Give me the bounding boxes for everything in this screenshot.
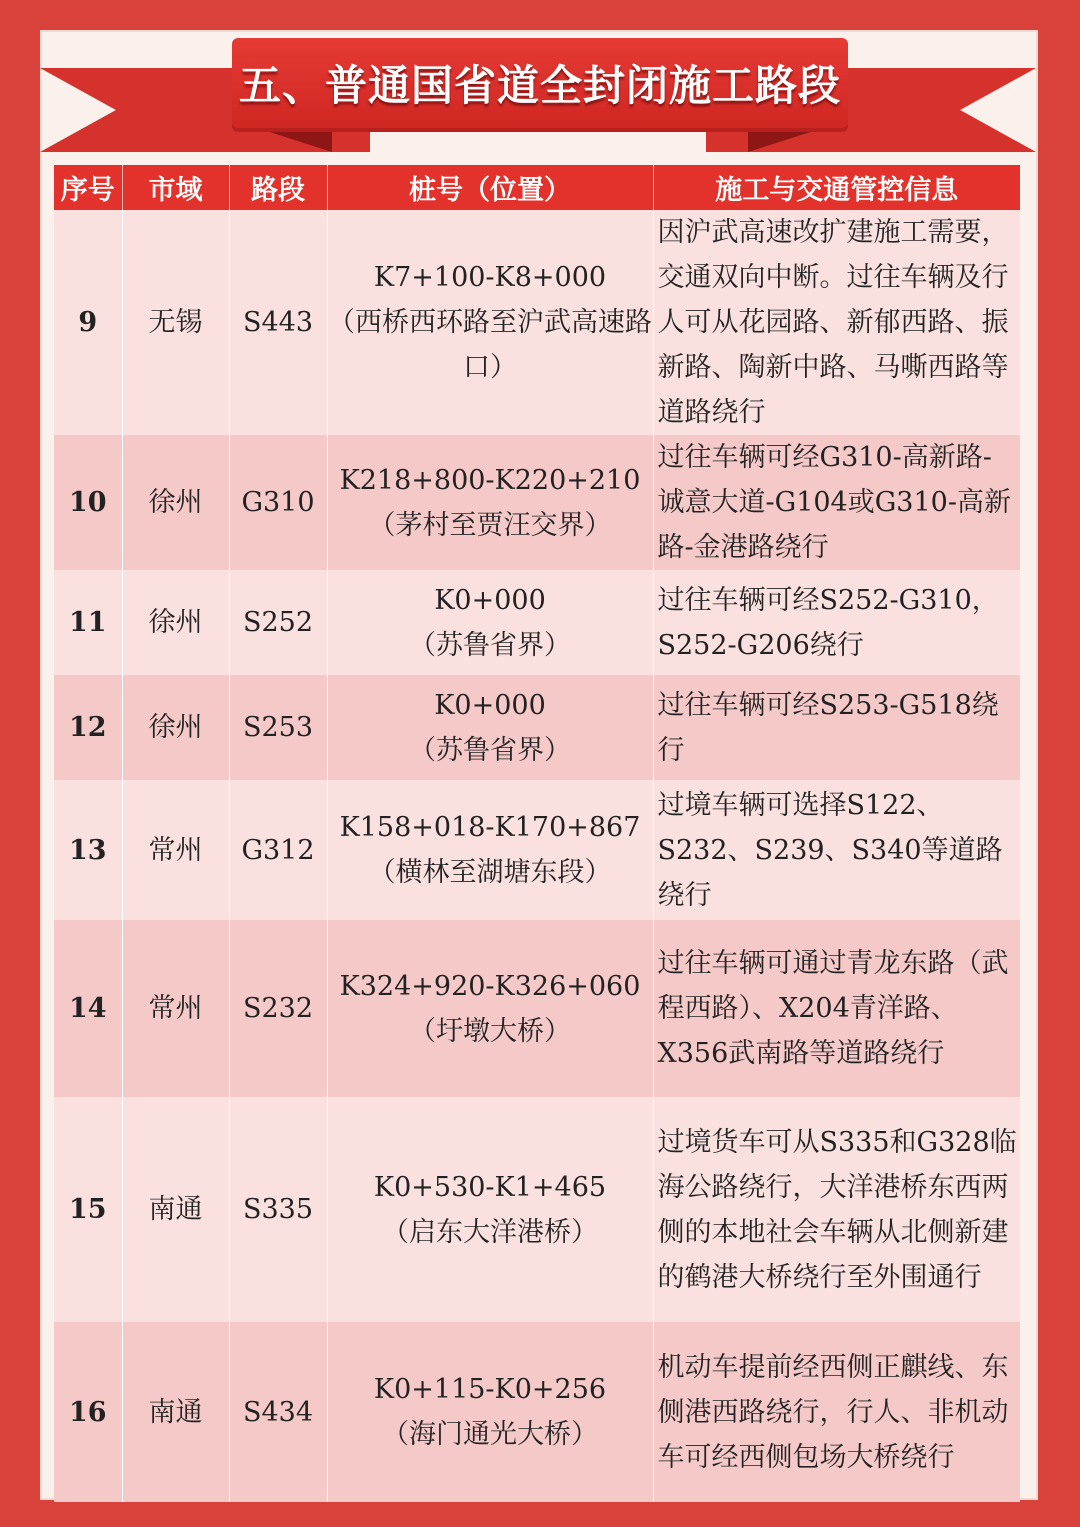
row-city: 无锡 bbox=[122, 210, 229, 435]
row-stake-cell bbox=[327, 1097, 653, 1322]
row-road: S443 bbox=[229, 210, 327, 435]
row-location: （茅村至贾汪交界） bbox=[368, 509, 612, 541]
row-seq: 14 bbox=[54, 920, 122, 1097]
table-row bbox=[54, 780, 1020, 920]
row-info: 机动车提前经西侧正麒线、东侧港西路绕行，行人、非机动车可经西侧包场大桥绕行 bbox=[653, 1322, 1020, 1502]
table-row bbox=[54, 435, 1020, 570]
row-location: （启东大洋港桥） bbox=[382, 1216, 598, 1248]
table-row bbox=[54, 920, 1020, 1097]
row-city: 常州 bbox=[122, 780, 229, 920]
row-road: G312 bbox=[229, 780, 327, 920]
row-location: （苏鲁省界） bbox=[409, 734, 571, 766]
row-stake: K0+000 bbox=[434, 689, 546, 721]
row-city: 徐州 bbox=[122, 570, 229, 675]
row-stake-cell bbox=[327, 920, 653, 1097]
row-stake: K0+530-K1+465 bbox=[373, 1171, 607, 1203]
row-location: （西桥西环路至沪武高速路口） bbox=[328, 307, 652, 383]
row-stake-cell bbox=[327, 780, 653, 920]
row-info: 过往车辆可经S253-G518绕行 bbox=[653, 675, 1020, 780]
table-row bbox=[54, 570, 1020, 675]
row-road: S434 bbox=[229, 1322, 327, 1502]
row-road: S232 bbox=[229, 920, 327, 1097]
row-stake-cell bbox=[327, 435, 653, 570]
row-seq: 16 bbox=[54, 1322, 122, 1502]
row-road: S252 bbox=[229, 570, 327, 675]
row-seq: 13 bbox=[54, 780, 122, 920]
row-road: S335 bbox=[229, 1097, 327, 1322]
row-seq: 12 bbox=[54, 675, 122, 780]
row-info: 过往车辆可经G310-高新路-诚意大道-G104或G310-高新路-金港路绕行 bbox=[653, 435, 1020, 570]
header-info: 施工与交通管控信息 bbox=[653, 165, 1020, 210]
header-seq: 序号 bbox=[54, 165, 122, 210]
row-info: 因沪武高速改扩建施工需要，交通双向中断。过往车辆及行人可从花园路、新郁西路、振新路、陶新中路、马嘶西路等道路绕行 bbox=[653, 210, 1020, 435]
row-info: 过境车辆可选择S122、S232、S239、S340等道路绕行 bbox=[653, 780, 1020, 920]
table-row bbox=[54, 1097, 1020, 1322]
header-road: 路段 bbox=[229, 165, 327, 210]
table-row bbox=[54, 210, 1020, 435]
row-city: 常州 bbox=[122, 920, 229, 1097]
row-stake-cell bbox=[327, 675, 653, 780]
page-title: 五、普通国省道全封闭施工路段 bbox=[238, 61, 841, 110]
row-location: （苏鲁省界） bbox=[409, 629, 571, 661]
row-seq: 9 bbox=[54, 210, 122, 435]
row-seq: 10 bbox=[54, 435, 122, 570]
row-stake: K324+920-K326+060 bbox=[339, 970, 641, 1002]
row-info: 过往车辆可通过青龙东路（武程西路）、X204青洋路、X356武南路等道路绕行 bbox=[653, 920, 1020, 1097]
row-stake: K218+800-K220+210 bbox=[339, 464, 641, 496]
row-city: 徐州 bbox=[122, 675, 229, 780]
row-stake: K0+000 bbox=[434, 584, 546, 616]
row-stake: K7+100-K8+000 bbox=[373, 262, 607, 293]
header-stake: 桩号（位置） bbox=[327, 165, 653, 210]
row-stake-cell bbox=[327, 570, 653, 675]
row-stake-cell bbox=[327, 1322, 653, 1502]
table-row bbox=[54, 1322, 1020, 1502]
row-location: （圩墩大桥） bbox=[409, 1015, 571, 1047]
header-city: 市域 bbox=[122, 165, 229, 210]
row-location: （横林至湖塘东段） bbox=[368, 857, 612, 888]
row-stake: K158+018-K170+867 bbox=[339, 812, 641, 843]
row-stake: K0+115-K0+256 bbox=[373, 1374, 607, 1405]
row-city: 南通 bbox=[122, 1097, 229, 1322]
row-location: （海门通光大桥） bbox=[382, 1419, 598, 1450]
row-info: 过往车辆可经S252-G310，S252-G206绕行 bbox=[653, 570, 1020, 675]
row-city: 徐州 bbox=[122, 435, 229, 570]
row-seq: 15 bbox=[54, 1097, 122, 1322]
row-road: G310 bbox=[229, 435, 327, 570]
row-info: 过境货车可从S335和G328临海公路绕行，大洋港桥东西两侧的本地社会车辆从北侧新建的鹤港大桥绕行至外围通行 bbox=[653, 1097, 1020, 1322]
row-road: S253 bbox=[229, 675, 327, 780]
table-row bbox=[54, 675, 1020, 780]
row-stake-cell bbox=[327, 210, 653, 435]
table-header-row bbox=[54, 165, 1020, 210]
row-city: 南通 bbox=[122, 1322, 229, 1502]
title-banner bbox=[232, 38, 848, 128]
closure-table bbox=[54, 165, 1020, 1502]
row-seq: 11 bbox=[54, 570, 122, 675]
